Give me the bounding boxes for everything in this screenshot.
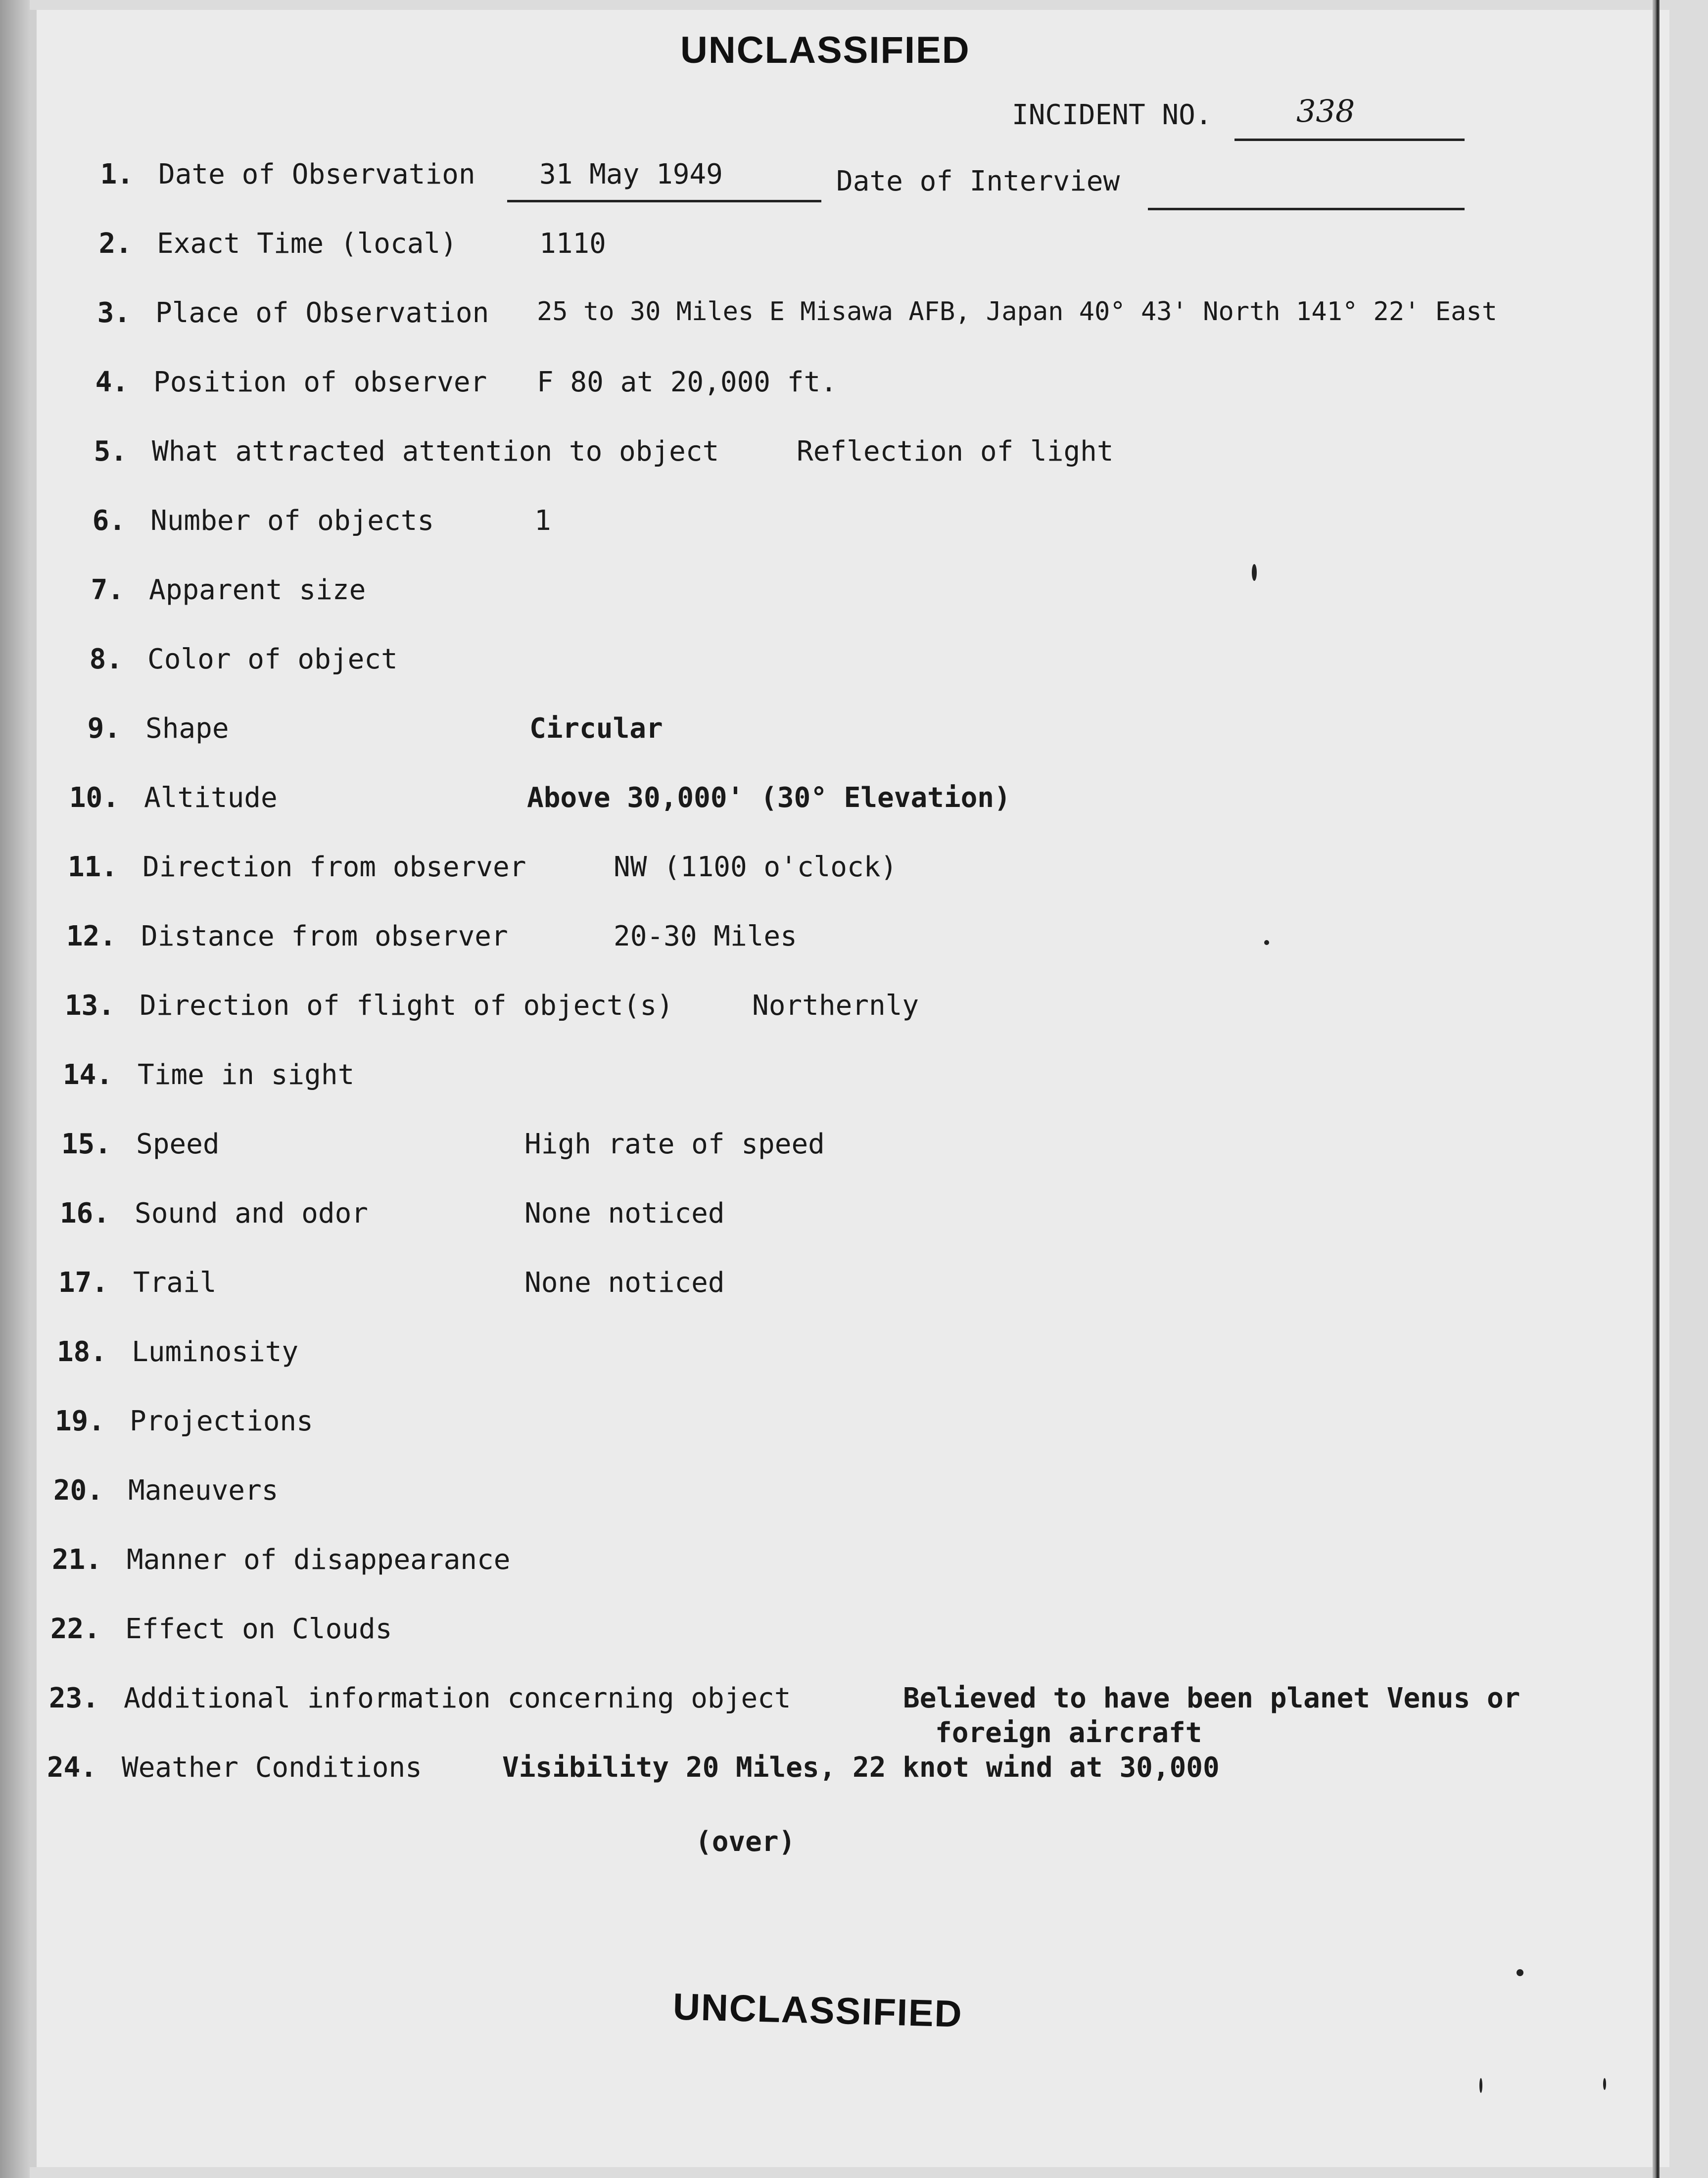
item-number: 16. [59,1197,110,1230]
item-number: 1. [100,158,134,190]
field-label: Speed [136,1128,220,1160]
field-label: Altitude [144,782,278,814]
field-value: None noticed [524,1267,725,1299]
field-label: Exact Time (local) [157,228,457,260]
scan-speck [1264,940,1269,945]
over-note: (over) [695,1826,796,1858]
date-interview-label: Date of Interview [836,165,1120,197]
item-number: 20. [53,1474,103,1507]
item-number: 17. [58,1267,108,1299]
field-label: Apparent size [149,574,366,606]
field-label: Color of object [147,643,398,675]
scan-edge-right [1653,0,1660,2178]
incident-label: INCIDENT NO. [1012,99,1212,131]
item-number: 12. [66,920,116,952]
item-number: 24. [47,1752,97,1784]
field-label: Direction of flight of object(s) [140,990,673,1022]
date-interview-underline [1148,208,1465,210]
field-label: Additional information concerning object [124,1682,791,1714]
field-label: Time in sight [138,1059,355,1091]
field-label: Sound and odor [135,1197,369,1230]
field-value: 1110 [539,228,606,260]
item-number: 11. [67,851,118,883]
scan-speck [1603,2078,1606,2090]
field-value: 20-30 Miles [614,920,797,952]
field-label: Shape [145,712,229,745]
field-value: 25 to 30 Miles E Misawa AFB, Japan 40° 43' North 141° 22' East [537,297,1498,327]
field-label: Place of Observation [155,297,489,329]
item-number: 21. [51,1544,102,1576]
field-label: Maneuvers [128,1474,279,1507]
date-observation-underline [507,200,821,202]
item-number: 19. [54,1405,105,1437]
field-label: Direction from observer [142,851,526,883]
item-number: 13. [64,990,115,1022]
item-number: 5. [94,435,127,468]
item-number: 10. [69,782,119,814]
field-label: Position of observer [153,366,487,398]
field-label: Luminosity [132,1336,299,1368]
item-number: 15. [61,1128,111,1160]
scan-speck [1252,564,1257,581]
scan-speck [1479,2078,1482,2093]
field-label: Weather Conditions [122,1752,422,1784]
item-number: 22. [50,1613,100,1645]
item-number: 6. [92,505,126,537]
field-value: F 80 at 20,000 ft. [537,366,837,398]
field-label: Distance from observer [141,920,508,952]
field-value: Northernly [752,990,919,1022]
field-label: Effect on Clouds [125,1613,392,1645]
field-value: None noticed [524,1197,725,1230]
field-value: Reflection of light [797,435,1114,468]
item-number: 2. [98,228,132,260]
item-number: 14. [62,1059,113,1091]
item-number: 3. [97,297,131,329]
field-value: NW (1100 o'clock) [614,851,898,883]
item-number: 9. [87,712,121,745]
incident-underline [1234,139,1465,141]
field-value: High rate of speed [524,1128,825,1160]
field-value: Above 30,000' (30° Elevation) [527,782,1011,814]
field-label: Trail [133,1267,217,1299]
item-number: 23. [48,1682,99,1714]
field-value: Visibility 20 Miles, 22 knot wind at 30,000 [502,1752,1220,1784]
field-label: Manner of disappearance [127,1544,511,1576]
item-number: 18. [56,1336,107,1368]
item-number: 8. [89,643,123,675]
field-value: 1 [534,505,551,537]
scan-speck [1517,1969,1523,1976]
field-value: 31 May 1949 [539,158,723,190]
classification-stamp-top: UNCLASSIFIED [680,29,970,71]
classification-stamp-bottom: UNCLASSIFIED [672,1986,963,2036]
incident-number: 338 [1296,93,1355,129]
field-value: Believed to have been planet Venus or [903,1682,1520,1714]
field-label: Projections [130,1405,313,1437]
item-number: 4. [95,366,129,398]
field-label: What attracted attention to object [152,435,719,468]
field-label: Number of objects [150,505,434,537]
field-label: Date of Observation [158,158,475,190]
field-value: Circular [529,712,663,745]
field-value-continued: foreign aircraft [935,1717,1202,1749]
item-number: 7. [91,574,124,606]
